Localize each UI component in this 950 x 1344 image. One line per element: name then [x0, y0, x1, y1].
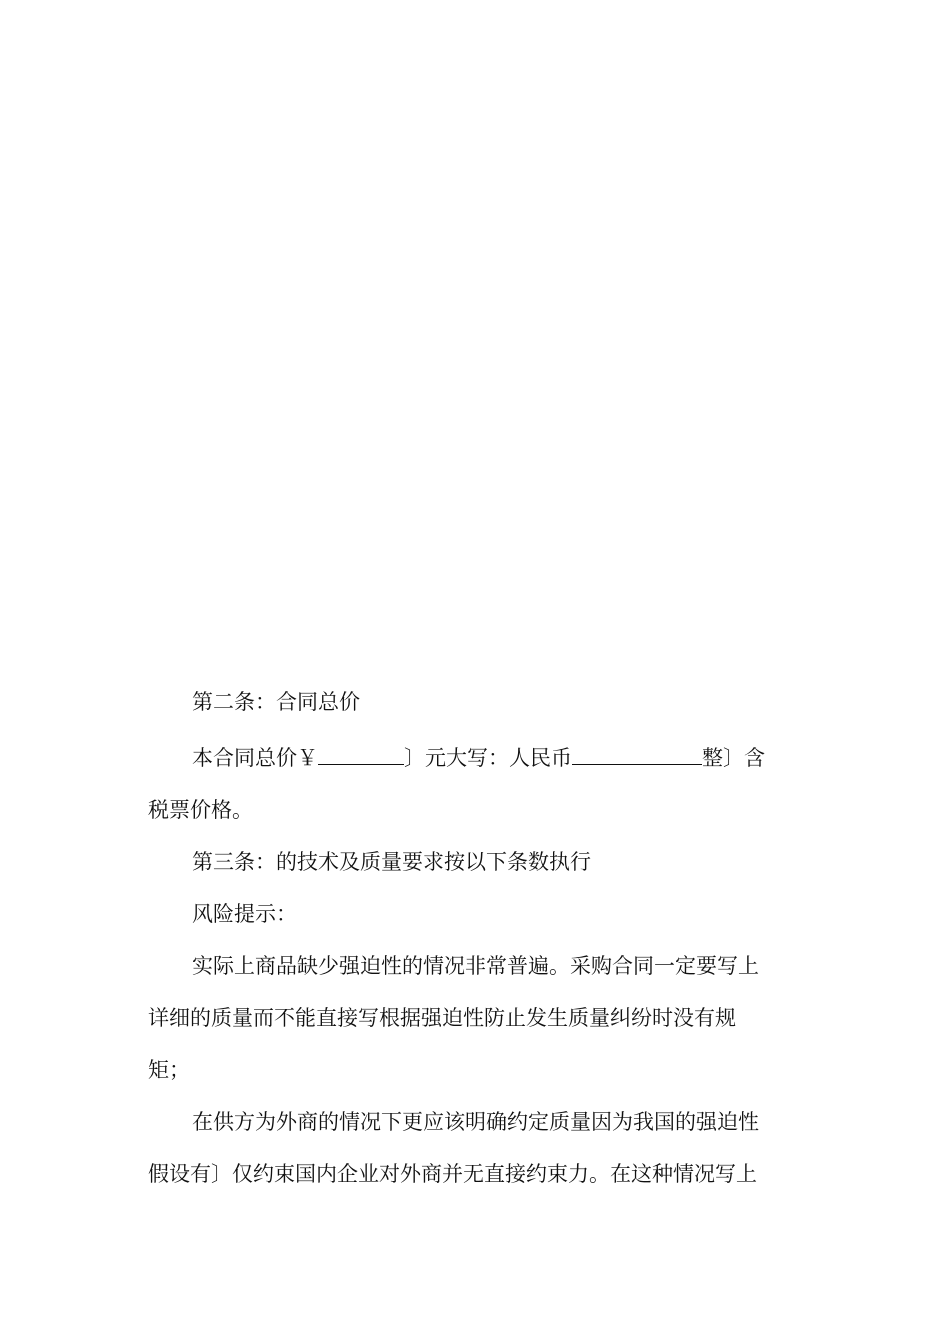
risk-paragraph-1-line-1: 实际上商品缺少强迫性的情况非常普遍。采购合同一定要写上: [192, 954, 759, 978]
risk-paragraph-2: [148, 1096, 798, 1200]
amount-figures-blank: [318, 746, 404, 765]
risk-paragraph-2-line-2: 假设有〕仅约束国内企业对外商并无直接约束力。在这种情况写上: [148, 1162, 757, 1186]
document-body: [148, 680, 798, 1200]
risk-paragraph-1-line-3: 矩；: [148, 1058, 190, 1082]
article-3-heading: 第三条：的技术及质量要求按以下条数执行: [192, 850, 591, 874]
risk-paragraph-2-line-1: 在供方为外商的情况下更应该明确约定质量因为我国的强迫性: [192, 1110, 759, 1134]
article-2-heading: 第二条：合同总价: [192, 690, 360, 714]
total-price-continuation: 税票价格。: [148, 798, 253, 822]
risk-heading: 风险提示：: [192, 902, 297, 926]
risk-paragraph-1-line-2: 详细的质量而不能直接写根据强迫性防止发生质量纠纷时没有规: [148, 1006, 736, 1030]
total-price-paragraph: [148, 732, 798, 836]
amount-words-blank: [572, 746, 702, 765]
total-price-line: [148, 732, 798, 784]
total-price-prefix: 本合同总价￥: [192, 746, 318, 770]
total-price-suffix: 整〕含: [702, 746, 765, 770]
risk-paragraph-1: [148, 940, 798, 1096]
total-price-middle: 〕元大写：人民币: [404, 746, 572, 770]
